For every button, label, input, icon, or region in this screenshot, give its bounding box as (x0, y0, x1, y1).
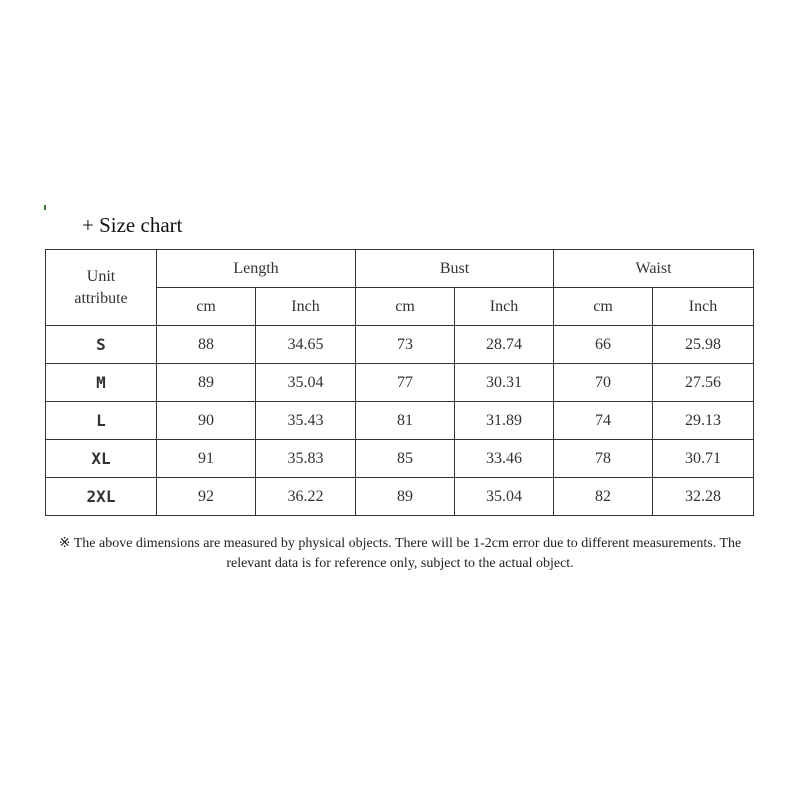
unit-header-line2: attribute (74, 289, 128, 307)
table-cell: 89 (356, 478, 455, 516)
table-cell: 85 (356, 440, 455, 478)
table-cell: 33.46 (455, 440, 554, 478)
table-cell: 30.31 (455, 364, 554, 402)
subheader-cell: Inch (256, 288, 356, 326)
group-header-waist: Waist (554, 250, 754, 288)
size-label: S (46, 326, 157, 364)
table-cell: 35.04 (256, 364, 356, 402)
subheader-cell: Inch (653, 288, 754, 326)
table-cell: 78 (554, 440, 653, 478)
table-cell: 30.71 (653, 440, 754, 478)
table-cell: 34.65 (256, 326, 356, 364)
unit-attribute-header (46, 250, 157, 326)
size-label: M (46, 364, 157, 402)
table-row (46, 478, 754, 516)
table-cell: 89 (157, 364, 256, 402)
group-header-length: Length (157, 250, 356, 288)
table-header-row (46, 250, 754, 288)
table-cell: 81 (356, 402, 455, 440)
table-row (46, 364, 754, 402)
table-cell: 70 (554, 364, 653, 402)
size-chart-table (45, 249, 754, 516)
subheader-cell: cm (157, 288, 256, 326)
table-cell: 25.98 (653, 326, 754, 364)
measurement-note: ※ The above dimensions are measured by physical objects. There will be 1-2cm error due to different measurements. The relevant data is for reference only, subject to the actual object. (58, 536, 742, 571)
table-cell: 73 (356, 326, 455, 364)
table-row (46, 402, 754, 440)
subheader-cell: Inch (455, 288, 554, 326)
table-cell: 28.74 (455, 326, 554, 364)
table-cell: 35.83 (256, 440, 356, 478)
group-header-bust: Bust (356, 250, 554, 288)
table-row (46, 440, 754, 478)
table-cell: 92 (157, 478, 256, 516)
size-label: L (46, 402, 157, 440)
subheader-cell: cm (554, 288, 653, 326)
table-cell: 35.43 (256, 402, 356, 440)
table-cell: 77 (356, 364, 455, 402)
table-cell: 29.13 (653, 402, 754, 440)
subheader-cell: cm (356, 288, 455, 326)
chart-title: + Size chart (82, 213, 183, 237)
size-label: 2XL (46, 478, 157, 516)
table-cell: 91 (157, 440, 256, 478)
table-cell: 82 (554, 478, 653, 516)
table-cell: 74 (554, 402, 653, 440)
table-cell: 88 (157, 326, 256, 364)
table-cell: 31.89 (455, 402, 554, 440)
table-row (46, 326, 754, 364)
table-cell: 27.56 (653, 364, 754, 402)
table-cell: 36.22 (256, 478, 356, 516)
table-cell: 35.04 (455, 478, 554, 516)
size-label: XL (46, 440, 157, 478)
corner-mark (44, 205, 46, 210)
table-cell: 90 (157, 402, 256, 440)
table-cell: 32.28 (653, 478, 754, 516)
unit-header-line1: Unit (86, 267, 116, 285)
table-cell: 66 (554, 326, 653, 364)
